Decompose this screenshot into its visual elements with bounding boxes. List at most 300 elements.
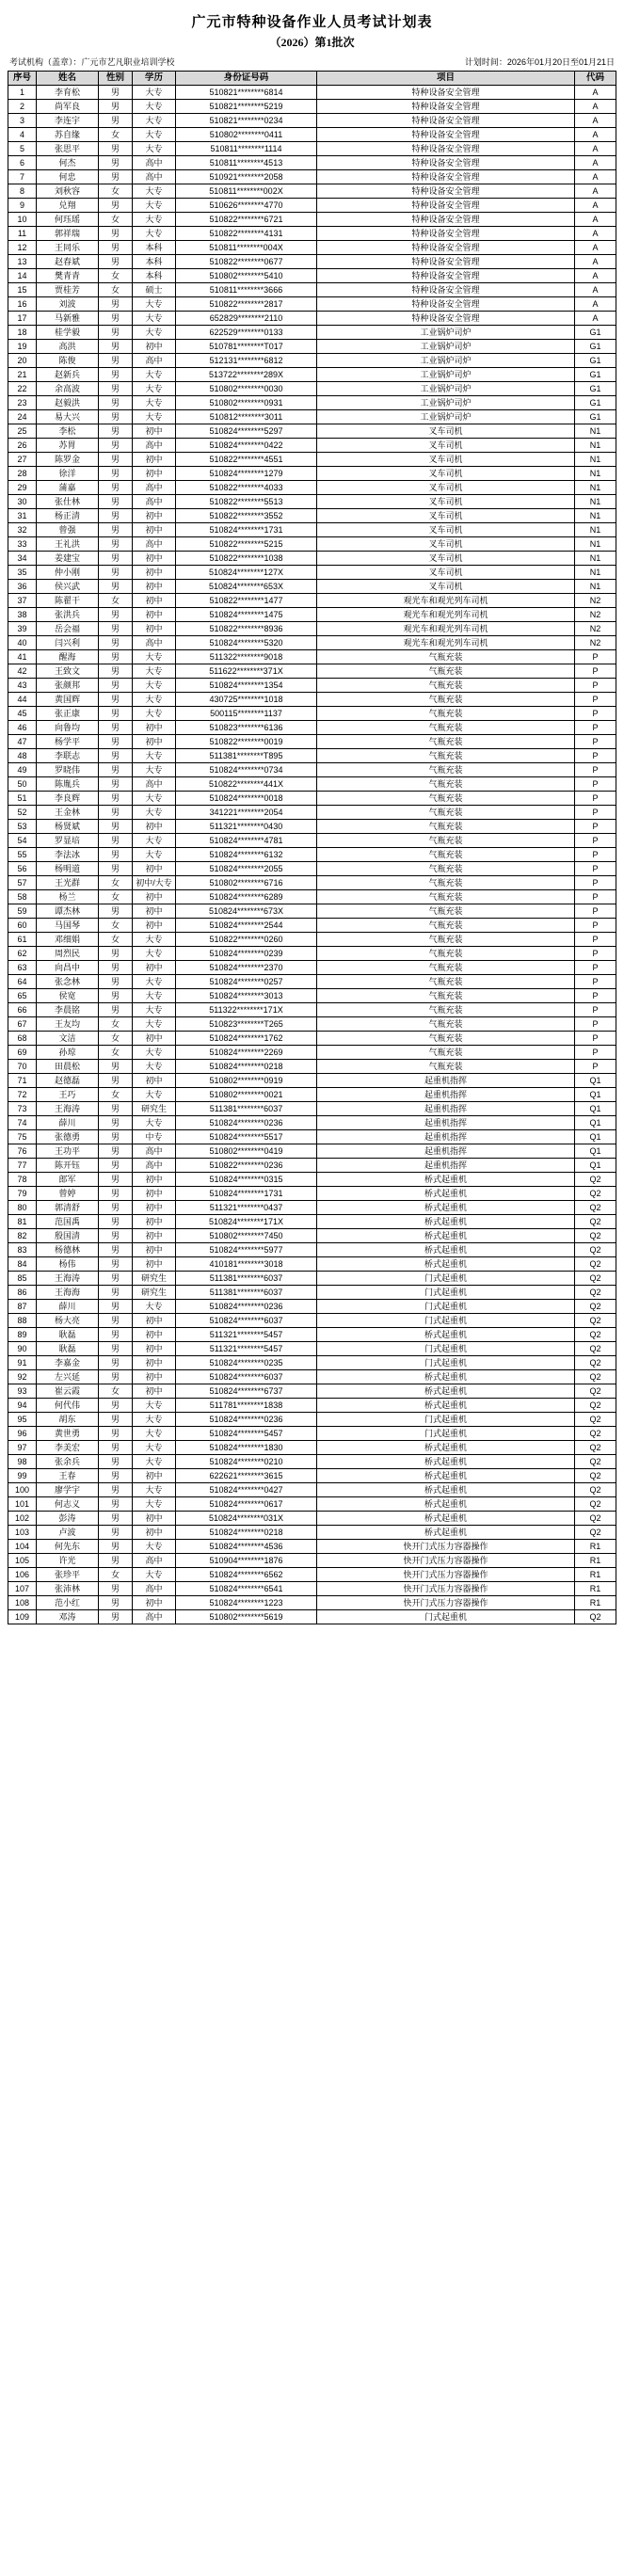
table-row [8,1540,616,1554]
cell-gender: 男 [99,1540,133,1554]
cell-idnum: 510823********6136 [176,721,317,735]
cell-idnum: 510824********3013 [176,989,317,1003]
table-row [8,1582,616,1596]
cell-gender: 女 [99,128,133,142]
cell-gender: 男 [99,1610,133,1624]
table-row [8,1469,616,1483]
cell-code: G1 [575,410,616,424]
cell-idnum: 510822********5513 [176,495,317,509]
cell-edu: 初中 [133,566,176,580]
cell-code: P [575,848,616,862]
cell-gender: 男 [99,1300,133,1314]
cell-edu: 大专 [133,382,176,396]
cell-idnum: 511781********1838 [176,1399,317,1413]
cell-idnum: 511381********T895 [176,749,317,763]
cell-idx: 68 [8,1032,37,1046]
cell-proj: 气瓶充装 [317,763,575,777]
cell-proj: 快开门式压力容器操作 [317,1540,575,1554]
cell-gender: 男 [99,1582,133,1596]
cell-idnum: 510824********5977 [176,1243,317,1257]
cell-idx: 43 [8,679,37,693]
cell-proj: 起重机指挥 [317,1159,575,1173]
cell-edu: 大专 [133,933,176,947]
cell-proj: 气瓶充装 [317,1003,575,1017]
cell-idx: 71 [8,1074,37,1088]
cell-code: Q1 [575,1074,616,1088]
cell-code: G1 [575,354,616,368]
cell-idx: 80 [8,1201,37,1215]
cell-idx: 33 [8,537,37,552]
cell-code: Q2 [575,1328,616,1342]
cell-proj: 桥式起重机 [317,1328,575,1342]
cell-gender: 男 [99,1243,133,1257]
cell-proj: 桥式起重机 [317,1215,575,1229]
cell-idnum: 510822********4033 [176,481,317,495]
table-row [8,1455,616,1469]
cell-gender: 男 [99,1003,133,1017]
cell-idnum: 510802********0919 [176,1074,317,1088]
cell-proj: 特种设备安全管理 [317,170,575,184]
cell-proj: 气瓶充装 [317,961,575,975]
cell-idnum: 511321********5457 [176,1342,317,1356]
cell-edu: 硕士 [133,283,176,297]
cell-name: 耿磊 [37,1328,99,1342]
cell-gender: 男 [99,580,133,594]
cell-name: 黄世勇 [37,1427,99,1441]
cell-name: 刘波 [37,297,99,312]
cell-gender: 女 [99,1017,133,1032]
table-row [8,1356,616,1370]
cell-idnum: 510802********0021 [176,1088,317,1102]
cell-code: A [575,114,616,128]
cell-proj: 起重机指挥 [317,1116,575,1130]
cell-name: 李连宇 [37,114,99,128]
cell-idnum: 510811********1114 [176,142,317,156]
cell-idx: 97 [8,1441,37,1455]
table-row [8,1427,616,1441]
cell-idnum: 510822********6721 [176,213,317,227]
cell-code: N1 [575,580,616,594]
table-row [8,876,616,890]
cell-name: 张思平 [37,142,99,156]
cell-gender: 男 [99,1356,133,1370]
cell-idnum: 510781********T017 [176,340,317,354]
cell-idx: 4 [8,128,37,142]
cell-idx: 78 [8,1173,37,1187]
cell-proj: 特种设备安全管理 [317,283,575,297]
table-row [8,481,616,495]
table-row [8,890,616,904]
cell-name: 王同乐 [37,241,99,255]
cell-proj: 气瓶充装 [317,890,575,904]
cell-idnum: 511321********0437 [176,1201,317,1215]
cell-gender: 男 [99,749,133,763]
cell-idnum: 510824********0210 [176,1455,317,1469]
cell-proj: 气瓶充装 [317,806,575,820]
table-row [8,622,616,636]
cell-proj: 工业锅炉司炉 [317,354,575,368]
cell-idx: 48 [8,749,37,763]
cell-idx: 24 [8,410,37,424]
cell-idnum: 652829********2110 [176,312,317,326]
table-row [8,1314,616,1328]
cell-edu: 大专 [133,396,176,410]
cell-edu: 本科 [133,255,176,269]
cell-gender: 男 [99,1342,133,1356]
cell-idnum: 510812********3011 [176,410,317,424]
cell-edu: 本科 [133,269,176,283]
table-row [8,1159,616,1173]
cell-gender: 女 [99,890,133,904]
cell-name: 张洪兵 [37,608,99,622]
col-header-education: 学历 [133,72,176,86]
cell-gender: 男 [99,650,133,664]
cell-gender: 男 [99,763,133,777]
cell-name: 何先东 [37,1540,99,1554]
cell-idnum: 510822********0260 [176,933,317,947]
cell-proj: 气瓶充装 [317,975,575,989]
cell-idx: 90 [8,1342,37,1356]
cell-edu: 大专 [133,199,176,213]
cell-edu: 大专 [133,1568,176,1582]
cell-gender: 男 [99,1102,133,1116]
cell-code: P [575,834,616,848]
cell-idx: 94 [8,1399,37,1413]
cell-gender: 男 [99,975,133,989]
cell-name: 周烈民 [37,947,99,961]
cell-idx: 10 [8,213,37,227]
cell-gender: 男 [99,664,133,679]
cell-edu: 高中 [133,495,176,509]
cell-name: 何杰 [37,156,99,170]
table-row [8,326,616,340]
cell-gender: 男 [99,1314,133,1328]
cell-edu: 初中 [133,1074,176,1088]
cell-name: 王光群 [37,876,99,890]
table-row [8,354,616,368]
cell-proj: 特种设备安全管理 [317,255,575,269]
table-row [8,453,616,467]
cell-name: 胡东 [37,1413,99,1427]
cell-idnum: 510821********6814 [176,86,317,100]
cell-proj: 特种设备安全管理 [317,312,575,326]
cell-code: Q2 [575,1243,616,1257]
cell-idx: 15 [8,283,37,297]
table-row [8,142,616,156]
cell-code: P [575,721,616,735]
cell-idnum: 510822********0677 [176,255,317,269]
cell-name: 杨德林 [37,1243,99,1257]
cell-idnum: 510824********171X [176,1215,317,1229]
cell-proj: 门式起重机 [317,1342,575,1356]
cell-idnum: 510822********8936 [176,622,317,636]
cell-gender: 男 [99,467,133,481]
cell-gender: 女 [99,283,133,297]
cell-idnum: 510824********127X [176,566,317,580]
table-row [8,650,616,664]
cell-proj: 气瓶充装 [317,664,575,679]
table-row [8,933,616,947]
cell-idx: 2 [8,100,37,114]
cell-proj: 气瓶充装 [317,862,575,876]
cell-idnum: 510824********0617 [176,1497,317,1512]
cell-edu: 大专 [133,227,176,241]
cell-idx: 91 [8,1356,37,1370]
cell-code: N1 [575,552,616,566]
table-row [8,100,616,114]
cell-edu: 初中 [133,622,176,636]
cell-name: 醒海 [37,650,99,664]
cell-gender: 男 [99,862,133,876]
cell-code: P [575,904,616,919]
cell-name: 文洁 [37,1032,99,1046]
cell-name: 桂学毅 [37,326,99,340]
cell-code: Q2 [575,1201,616,1215]
cell-idx: 7 [8,170,37,184]
col-header-index: 序号 [8,72,37,86]
cell-idx: 107 [8,1582,37,1596]
cell-name: 何忠 [37,170,99,184]
cell-code: Q2 [575,1427,616,1441]
cell-code: Q2 [575,1356,616,1370]
cell-proj: 起重机指挥 [317,1102,575,1116]
cell-name: 王巧 [37,1088,99,1102]
cell-edu: 初中 [133,1342,176,1356]
cell-idnum: 510822********5215 [176,537,317,552]
cell-name: 苏自缘 [37,128,99,142]
cell-idx: 98 [8,1455,37,1469]
cell-gender: 男 [99,679,133,693]
cell-proj: 工业锅炉司炉 [317,340,575,354]
table-row [8,1003,616,1017]
cell-proj: 气瓶充装 [317,820,575,834]
cell-proj: 特种设备安全管理 [317,184,575,199]
table-row [8,1399,616,1413]
cell-edu: 大专 [133,1088,176,1102]
table-body [8,86,616,1624]
cell-name: 殷国清 [37,1229,99,1243]
cell-code: P [575,693,616,707]
cell-idnum: 410181********3018 [176,1257,317,1272]
cell-proj: 起重机指挥 [317,1074,575,1088]
cell-idx: 83 [8,1243,37,1257]
cell-edu: 高中 [133,1582,176,1596]
table-row [8,1441,616,1455]
cell-idx: 5 [8,142,37,156]
cell-idx: 93 [8,1384,37,1399]
cell-proj: 门式起重机 [317,1314,575,1328]
cell-idnum: 510824********0218 [176,1526,317,1540]
cell-edu: 大专 [133,1003,176,1017]
cell-idx: 75 [8,1130,37,1144]
cell-edu: 初中 [133,1384,176,1399]
cell-code: N2 [575,594,616,608]
cell-proj: 气瓶充装 [317,1046,575,1060]
cell-idnum: 511322********171X [176,1003,317,1017]
cell-proj: 特种设备安全管理 [317,269,575,283]
table-row [8,580,616,594]
cell-proj: 气瓶充装 [317,834,575,848]
cell-proj: 桥式起重机 [317,1173,575,1187]
table-row [8,467,616,481]
cell-edu: 大专 [133,312,176,326]
table-row [8,1596,616,1610]
cell-edu: 大专 [133,86,176,100]
cell-edu: 初中 [133,919,176,933]
table-row [8,199,616,213]
cell-code: P [575,876,616,890]
cell-idx: 46 [8,721,37,735]
cell-proj: 叉车司机 [317,509,575,523]
cell-idx: 99 [8,1469,37,1483]
cell-idx: 21 [8,368,37,382]
cell-name: 赵新兵 [37,368,99,382]
cell-idx: 61 [8,933,37,947]
cell-name: 高洪 [37,340,99,354]
cell-idnum: 510824********4536 [176,1540,317,1554]
cell-proj: 桥式起重机 [317,1483,575,1497]
cell-name: 廖学宇 [37,1483,99,1497]
cell-edu: 大专 [133,1455,176,1469]
cell-idx: 76 [8,1144,37,1159]
cell-idx: 63 [8,961,37,975]
cell-idx: 36 [8,580,37,594]
cell-code: Q2 [575,1455,616,1469]
cell-edu: 初中 [133,862,176,876]
cell-gender: 男 [99,1441,133,1455]
cell-idx: 28 [8,467,37,481]
cell-idx: 67 [8,1017,37,1032]
cell-gender: 男 [99,1229,133,1243]
cell-gender: 男 [99,989,133,1003]
cell-proj: 气瓶充装 [317,919,575,933]
cell-proj: 桥式起重机 [317,1201,575,1215]
cell-edu: 大专 [133,1413,176,1427]
cell-edu: 初中 [133,1243,176,1257]
cell-code: Q2 [575,1370,616,1384]
cell-edu: 高中 [133,777,176,792]
cell-idx: 96 [8,1427,37,1441]
cell-name: 姜建宝 [37,552,99,566]
cell-proj: 门式起重机 [317,1286,575,1300]
table-row [8,509,616,523]
cell-proj: 特种设备安全管理 [317,86,575,100]
cell-proj: 气瓶充装 [317,707,575,721]
cell-code: P [575,1003,616,1017]
table-row [8,679,616,693]
cell-proj: 桥式起重机 [317,1370,575,1384]
col-header-gender: 性别 [99,72,133,86]
cell-idnum: 500115********1137 [176,707,317,721]
cell-name: 杨大亮 [37,1314,99,1328]
cell-proj: 气瓶充装 [317,876,575,890]
cell-idx: 55 [8,848,37,862]
cell-idnum: 510822********1477 [176,594,317,608]
table-row [8,1032,616,1046]
table-row [8,297,616,312]
table-row [8,919,616,933]
cell-proj: 特种设备安全管理 [317,156,575,170]
cell-gender: 男 [99,86,133,100]
cell-gender: 男 [99,693,133,707]
cell-code: Q1 [575,1159,616,1173]
cell-idnum: 510824********0257 [176,975,317,989]
cell-idx: 95 [8,1413,37,1427]
cell-edu: 初中 [133,580,176,594]
cell-gender: 男 [99,834,133,848]
cell-gender: 男 [99,1215,133,1229]
cell-proj: 特种设备安全管理 [317,142,575,156]
cell-proj: 桥式起重机 [317,1243,575,1257]
cell-gender: 男 [99,552,133,566]
cell-edu: 初中 [133,467,176,481]
cell-idx: 50 [8,777,37,792]
cell-edu: 高中 [133,1610,176,1624]
table-row [8,1074,616,1088]
cell-edu: 高中 [133,170,176,184]
cell-code: P [575,749,616,763]
cell-idx: 31 [8,509,37,523]
cell-idnum: 510824********1223 [176,1596,317,1610]
cell-gender: 男 [99,820,133,834]
cell-name: 罗晓伟 [37,763,99,777]
cell-edu: 大专 [133,326,176,340]
table-row [8,283,616,297]
cell-proj: 气瓶充装 [317,721,575,735]
table-row [8,1201,616,1215]
cell-proj: 快开门式压力容器操作 [317,1554,575,1568]
cell-idnum: 510821********0234 [176,114,317,128]
cell-name: 陈开钰 [37,1159,99,1173]
cell-name: 闫兴利 [37,636,99,650]
exam-plan-table [8,71,616,1624]
cell-idnum: 510811********4513 [176,156,317,170]
cell-proj: 桥式起重机 [317,1497,575,1512]
cell-proj: 特种设备安全管理 [317,128,575,142]
cell-idnum: 430725********1018 [176,693,317,707]
cell-proj: 桥式起重机 [317,1469,575,1483]
table-row [8,1483,616,1497]
table-row [8,156,616,170]
table-row [8,1243,616,1257]
cell-edu: 大专 [133,848,176,862]
cell-proj: 气瓶充装 [317,1032,575,1046]
cell-idx: 85 [8,1272,37,1286]
cell-proj: 桥式起重机 [317,1257,575,1272]
cell-idnum: 510824********1354 [176,679,317,693]
cell-idx: 88 [8,1314,37,1328]
cell-edu: 大专 [133,834,176,848]
cell-idnum: 510802********5619 [176,1610,317,1624]
cell-name: 张余兵 [37,1455,99,1469]
cell-code: Q2 [575,1441,616,1455]
cell-idnum: 510811********3666 [176,283,317,297]
col-header-name: 姓名 [37,72,99,86]
cell-idnum: 510824********0235 [176,1356,317,1370]
cell-gender: 男 [99,410,133,424]
cell-gender: 男 [99,721,133,735]
cell-edu: 大专 [133,184,176,199]
cell-edu: 初中 [133,453,176,467]
cell-edu: 初中 [133,820,176,834]
table-row [8,664,616,679]
cell-idx: 102 [8,1512,37,1526]
cell-name: 李美宏 [37,1441,99,1455]
cell-proj: 工业锅炉司炉 [317,396,575,410]
cell-name: 郭清舒 [37,1201,99,1215]
table-row [8,806,616,820]
table-row [8,410,616,424]
